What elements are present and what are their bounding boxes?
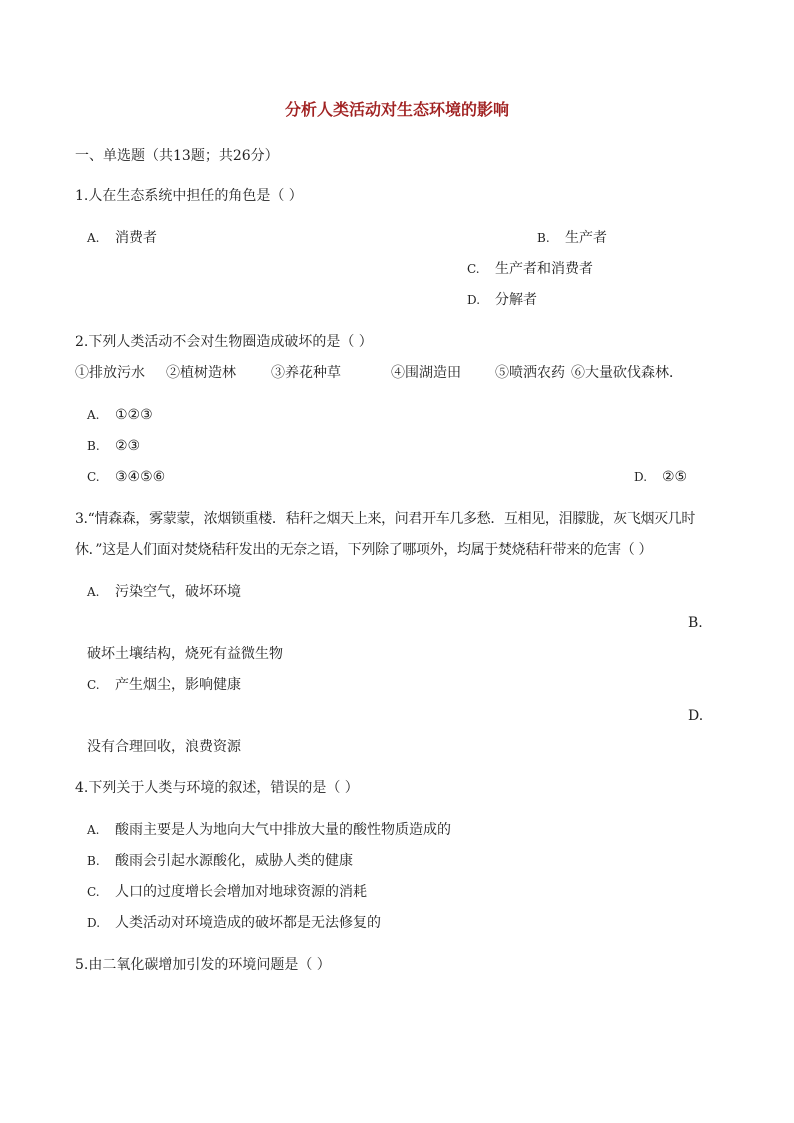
question-1-option-c[interactable] — [467, 260, 593, 278]
question-1-option-a[interactable] — [87, 229, 157, 247]
option-letter: B. — [87, 439, 100, 453]
option-text: 污染空气，破坏环境 — [115, 584, 241, 600]
option-letter: C. — [87, 470, 100, 484]
question-2-option-c[interactable] — [87, 468, 165, 486]
question-4-option-d[interactable] — [87, 914, 381, 932]
question-4-option-c[interactable] — [87, 883, 367, 901]
question-3-stem-line-2: 休．”这是人们面对焚烧秸秆发出的无奈之语，下列除了哪项外，均属于焚烧秸秆带来的危害（ ） — [75, 542, 653, 558]
question-3-stem-line-1: 3.“情森森，雾蒙蒙，浓烟锁重楼．秸秆之烟天上来，问君开车几多愁．互相见，泪朦胧，灰飞烟灭几时 — [75, 511, 696, 527]
question-2-stem: 2.下列人类活动不会对生物圈造成破坏的是（ ） — [75, 334, 373, 350]
question-1-option-b[interactable] — [537, 229, 607, 247]
question-3-option-b-letter[interactable]: B. — [688, 615, 703, 631]
option-text: 酸雨会引起水源酸化，威胁人类的健康 — [115, 853, 353, 869]
question-1-option-d[interactable] — [467, 291, 537, 309]
item-3: ③养花种草 — [271, 365, 341, 381]
question-4-option-a[interactable] — [87, 821, 451, 839]
option-letter: B. — [537, 231, 550, 245]
option-text: ①②③ — [115, 407, 153, 423]
option-text: 产生烟尘，影响健康 — [115, 677, 241, 693]
option-letter: D. — [634, 470, 648, 484]
option-text: 生产者 — [565, 230, 607, 246]
page-title: 分析人类活动对生态环境的影响 — [284, 100, 509, 119]
section-header: 一、单选题（共13题；共26分） — [75, 148, 279, 164]
question-5-stem: 5.由二氧化碳增加引发的环境问题是（ ） — [75, 957, 331, 973]
question-3-option-b-text[interactable]: 破坏土壤结构，烧死有益微生物 — [87, 646, 283, 662]
question-4-option-b[interactable] — [87, 852, 353, 870]
question-4-stem: 4.下列关于人类与环境的叙述，错误的是（ ） — [75, 780, 359, 796]
option-text: 酸雨主要是人为地向大气中排放大量的酸性物质造成的 — [115, 822, 451, 838]
option-text: 生产者和消费者 — [495, 261, 593, 277]
option-text: ②③ — [115, 438, 141, 454]
option-letter: D. — [467, 293, 481, 307]
option-letter: D. — [87, 916, 101, 930]
item-2: ②植树造林 — [166, 365, 236, 381]
option-text: ③④⑤⑥ — [115, 469, 166, 485]
question-3-option-c[interactable] — [87, 676, 241, 694]
option-letter: A. — [87, 231, 100, 245]
question-1-stem: 1.人在生态系统中担任的角色是（ ） — [75, 188, 303, 204]
item-4: ④围湖造田 — [391, 365, 461, 381]
item-5: ⑤喷洒农药 — [495, 365, 565, 381]
option-text: ②⑤ — [662, 469, 688, 485]
option-text: 人口的过度增长会增加对地球资源的消耗 — [115, 884, 367, 900]
option-letter: C. — [87, 885, 100, 899]
question-3-option-d-text[interactable]: 没有合理回收，浪费资源 — [87, 739, 241, 755]
option-letter: A. — [87, 823, 100, 837]
item-6: ⑥大量砍伐森林． — [571, 365, 683, 381]
question-2-option-a[interactable] — [87, 406, 153, 424]
option-letter: A. — [87, 408, 100, 422]
question-3-option-a[interactable] — [87, 583, 241, 601]
option-letter: A. — [87, 585, 100, 599]
option-text: 分解者 — [495, 292, 537, 308]
question-3-option-d-letter[interactable]: D. — [688, 708, 704, 724]
option-text: 消费者 — [115, 230, 157, 246]
option-letter: C. — [87, 678, 100, 692]
question-2-option-b[interactable] — [87, 437, 140, 455]
question-2-option-d[interactable] — [634, 468, 687, 486]
option-text: 人类活动对环境造成的破坏都是无法修复的 — [115, 915, 381, 931]
item-1: ①排放污水 — [75, 365, 145, 381]
option-letter: C. — [467, 262, 480, 276]
option-letter: B. — [87, 854, 100, 868]
